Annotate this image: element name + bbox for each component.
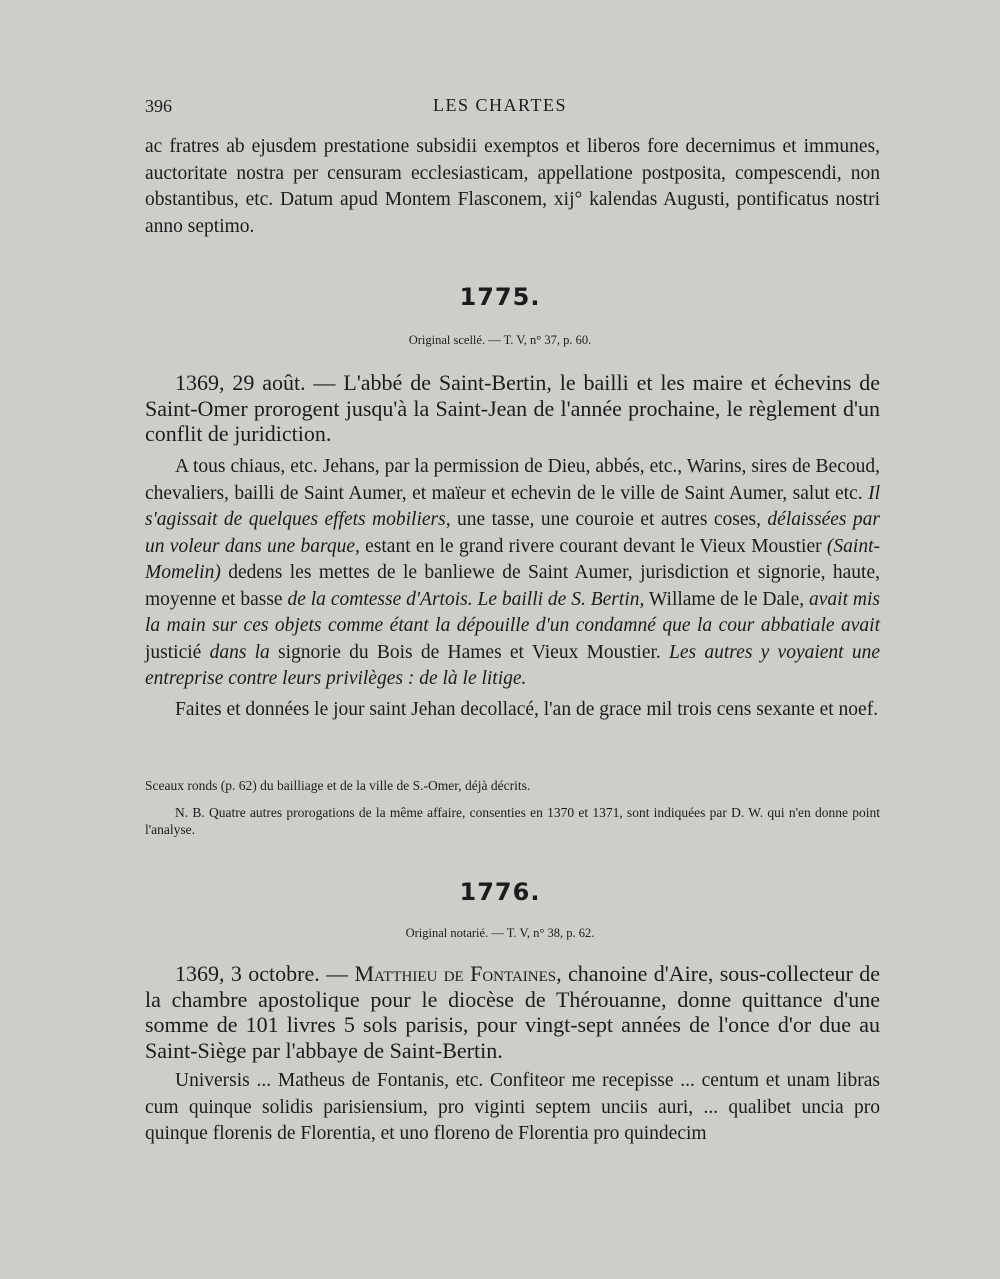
charter-1775-body xyxy=(145,454,880,723)
body-segment: une tasse, une couroie et autres coses, xyxy=(450,509,768,530)
charter-1775-summary-text: — L'abbé de Saint-Bertin, le bailli et les maire et échevins de Saint-Omer prorogent jusqu'à la Saint-Jean de l'année prochaine, le règlement d'un conflit de juridiction. xyxy=(145,370,880,446)
charter-1775-seals-note: Sceaux ronds (p. 62) du bailliage et de la ville de S.-Omer, déjà décrits. xyxy=(145,778,531,793)
charter-1776-body-text: Universis ... Matheus de Fontanis, etc. Confiteor me recepisse ... centum et unam libras cum quinque solidis parisiensium, pro viginti septem unciis auri, ... qualibet uncia pro quinque florenis de Florentia, et uno floreno de Florentia pro quindecim xyxy=(145,1070,880,1144)
charter-1776-date: 1369, 3 octobre. xyxy=(175,961,320,986)
charter-1775-closing: Faites et données le jour saint Jehan decollacé, l'an de grace mil trois cens sexante et noef. xyxy=(175,698,879,720)
body-italic-segment: Il s'agissait de quelques effets mobiliers, xyxy=(145,482,880,530)
page-number: 396 xyxy=(145,96,172,116)
charter-1775-summary xyxy=(145,370,880,447)
charter-1776-source: Original notarié. — T. V, n° 38, p. 62. xyxy=(405,926,595,940)
body-segment: signorie du Bois de Hames et Vieux Moustier. xyxy=(269,641,670,663)
charter-1776-author-name: Matthieu de Fontaines xyxy=(354,961,557,986)
charter-1775-source: Original scellé. — T. V, n° 37, p. 60. xyxy=(408,333,592,347)
continuation-paragraph xyxy=(145,134,880,240)
charter-1776-summary-text: , chanoine d'Aire, sous-collecteur de la chambre apostolique pour le diocèse de Thérouanne, donne quittance d'une somme de 101 livres 5 sols parisis, pour vingt-sept années de l'once d'or due au Saint-Siège par l'abbaye de Saint-Bertin. xyxy=(145,961,881,1063)
charter-1776-number: 1776. xyxy=(459,878,541,906)
body-italic-segment: de la comtesse d'Artois. Le bailli de S. Bertin, xyxy=(287,588,645,610)
body-segment: dedens les mettes de le banliewe de Saint Aumer, jurisdiction et signorie, haute, moyenne et basse xyxy=(145,562,880,610)
charter-1776-summary-dash: — xyxy=(319,961,355,986)
charter-1775-nb-note: N. B. Quatre autres prorogations de la même affaire, consenties en 1370 et 1371, sont indiquées par D. W. qui n'en donne point l'analyse. xyxy=(145,805,880,837)
charter-1775-number: 1775. xyxy=(459,283,541,311)
body-italic-segment: avait mis la main sur ces objets comme étant la dépouille d'un condamné que la cour abbatiale avait xyxy=(145,588,880,636)
charter-1775-date: 1369, 29 août. xyxy=(175,370,306,395)
charter-1776-body xyxy=(145,1068,880,1148)
charter-1776-summary xyxy=(145,961,880,1063)
body-segment: Willame de le Dale, xyxy=(644,588,809,610)
body-segment: justicié xyxy=(145,641,210,663)
body-italic-segment: dans la xyxy=(209,641,270,663)
running-head: LES CHARTES xyxy=(433,95,567,115)
continuation-text: ac fratres ab ejusdem prestatione subsidii exemptos et liberos fore decernimus et immunes, auctoritate nostra per censuram ecclesiasticam, appellatione postposita, compescendi, non obstantibus, etc. Datum apud Montem Flasconem, xij° kalendas Augusti, pontificatus nostri anno septimo. xyxy=(145,136,880,237)
body-italic-segment: (Saint-Momelin) xyxy=(145,535,880,583)
body-segment: A tous chiaus, etc. Jehans, par la permission de Dieu, abbés, etc., Warins, sires de Becoud, chevaliers, bailli de Saint Aumer, et maïeur et echevin de le ville de Saint Aumer, salut etc. xyxy=(145,456,880,504)
body-italic-segment: délaissées par un voleur dans une barque, xyxy=(145,509,881,557)
body-segment: estant en le grand rivere courant devant le Vieux Moustier xyxy=(359,535,827,557)
body-italic-segment: Les autres y voyaient une entreprise contre leurs privilèges : de là le litige. xyxy=(145,641,880,689)
